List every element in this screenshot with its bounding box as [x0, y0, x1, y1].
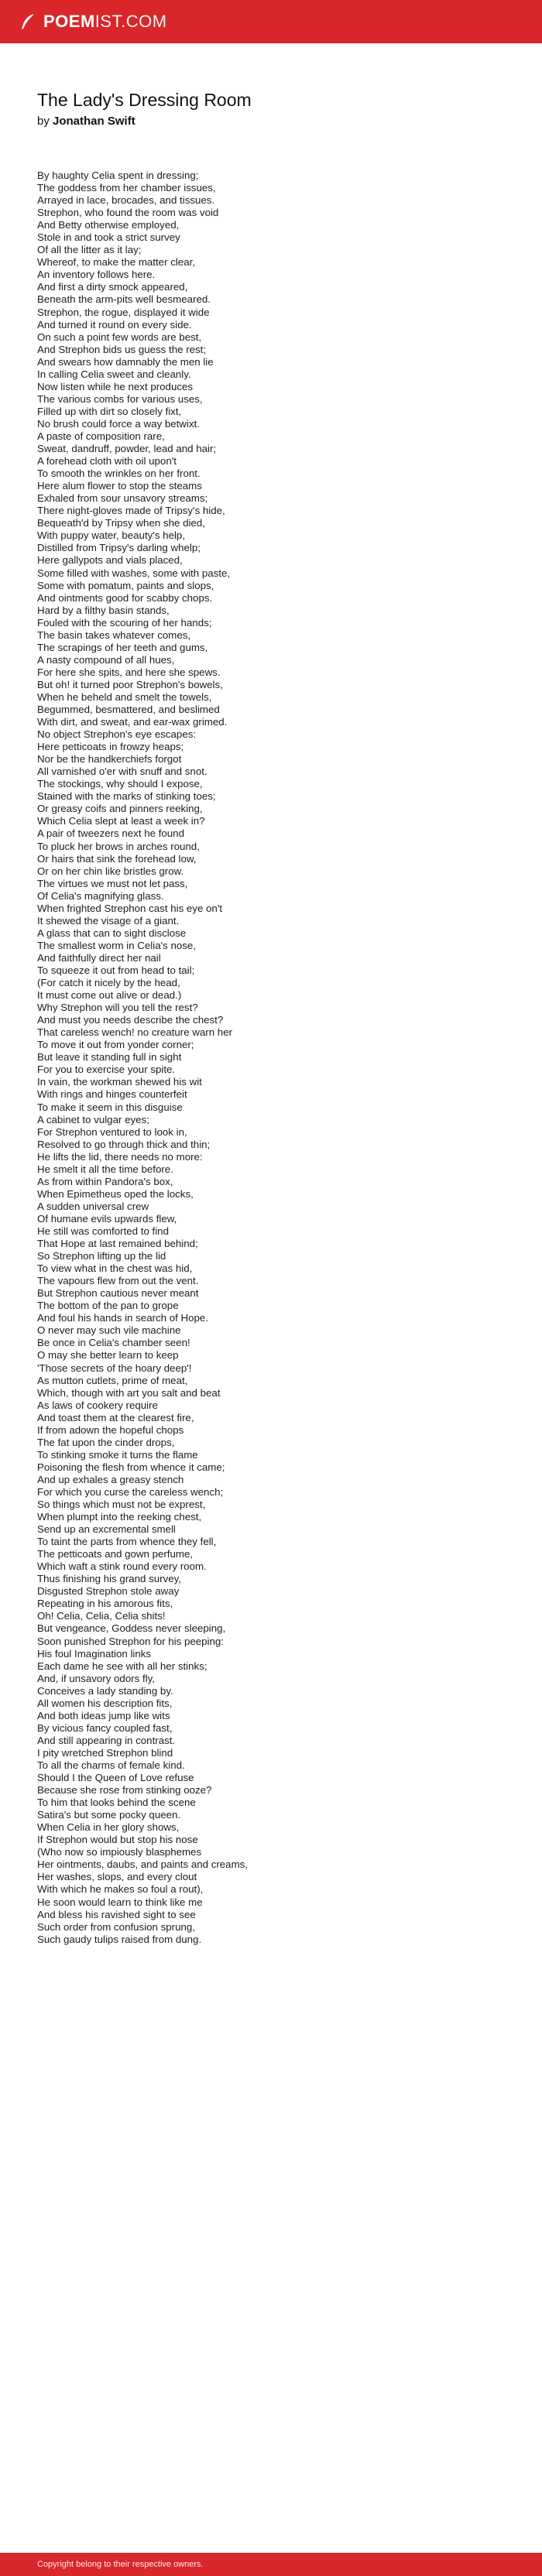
poem-line: The vapours flew from out the vent. — [37, 1275, 199, 1287]
poem-line: Resolved to go through thick and thin; — [37, 1138, 211, 1150]
poem-line: Strephon, who found the room was void — [37, 207, 219, 219]
poem-line: To view what in the chest was hid, — [37, 1262, 193, 1275]
poem-line: And swears how damnably the men lie — [37, 355, 214, 368]
poem-line: As laws of cookery require — [37, 1399, 158, 1411]
poem-line: A glass that can to sight disclose — [37, 927, 187, 939]
poem-line: As mutton cutlets, prime of meat, — [37, 1374, 188, 1386]
poem-line: To squeeze it out from head to tail; — [37, 964, 195, 976]
poem-line: Why Strephon will you tell the rest? — [37, 1002, 198, 1014]
poem-byline — [37, 115, 136, 128]
poem-line: And Betty otherwise employed, — [37, 219, 180, 231]
poem-line: Bequeath'd by Tripsy when she died, — [37, 517, 205, 529]
poem-line: And bless his ravished sight to see — [37, 1908, 196, 1920]
poem-line: To all the charms of female kind. — [37, 1759, 185, 1771]
poem-line: When plumpt into the reeking chest, — [37, 1511, 202, 1523]
poem-line: He lifts the lid, there needs no more: — [37, 1150, 203, 1163]
brand-name-bold: POEM — [43, 12, 95, 31]
poem-line: And still appearing in contrast. — [37, 1734, 176, 1746]
poem-line: An inventory follows here. — [37, 269, 156, 281]
poem-line: Her washes, slops, and every clout — [37, 1871, 197, 1883]
poem-line: Sweat, dandruff, powder, lead and hair; — [37, 443, 217, 455]
poem-line: Such gaudy tulips raised from dung. — [37, 1933, 202, 1945]
poem-line: Because she rose from stinking ooze? — [37, 1784, 212, 1797]
poem-line: With which he makes so foul a rout), — [37, 1883, 204, 1896]
poem-line: If from adown the hopeful chops — [37, 1423, 184, 1436]
poem-line: Which Celia slept at least a week in? — [37, 815, 205, 827]
poem-line: All varnished o'er with snuff and snot. — [37, 766, 208, 778]
poem-title: The Lady's Dressing Room — [37, 90, 252, 110]
poem-line: It must come out alive or dead.) — [37, 989, 182, 1002]
poem-line: To move it out from yonder corner; — [37, 1039, 194, 1051]
poem-line: And toast them at the clearest fire, — [37, 1411, 194, 1423]
poem-line: The various combs for various uses, — [37, 392, 203, 405]
poem-line: When he beheld and smelt the towels, — [37, 690, 212, 703]
poem-line: A sudden universal crew — [37, 1200, 149, 1212]
poem-line: The scrapings of her teeth and gums, — [37, 641, 208, 653]
poem-line: Oh! Celia, Celia, Celia shits! — [37, 1610, 166, 1622]
poem-line: And faithfully direct her nail — [37, 951, 161, 964]
poem-line: (Who now so impiously blasphemes — [37, 1846, 202, 1858]
poem-line: That careless wench! no creature warn her — [37, 1026, 233, 1039]
poem-line: And first a dirty smock appeared, — [37, 281, 188, 293]
poem-body — [37, 170, 517, 1946]
poem-line: Some with pomatum, paints and slops, — [37, 579, 214, 591]
poem-line: Now listen while he next produces — [37, 380, 194, 392]
poem-line: No object Strephon's eye escapes: — [37, 728, 197, 741]
poem-line: The petticoats and gown perfume, — [37, 1548, 194, 1560]
poem-line: 'Those secrets of the hoary deep'! — [37, 1362, 192, 1374]
poem-line: All women his description fits, — [37, 1697, 173, 1709]
poem-line: Satira's but some pocky queen. — [37, 1809, 181, 1821]
poem-line: Send up an excremental smell — [37, 1523, 176, 1536]
site-footer — [0, 2553, 542, 2576]
poem-line: Beneath the arm-pits well besmeared. — [37, 293, 211, 306]
poem-line: By haughty Celia spent in dressing; — [37, 170, 199, 181]
poem-line: O may she better learn to keep — [37, 1349, 179, 1362]
poem-line: Here gallypots and vials placed, — [37, 554, 183, 567]
poem-line: To taint the parts from whence they fell, — [37, 1536, 217, 1548]
byline-prefix: by — [37, 115, 50, 128]
poem-line: No brush could force a way betwixt. — [37, 417, 200, 430]
poem-line: And, if unsavory odors fly, — [37, 1672, 155, 1684]
poem-line: Stained with the marks of stinking toes; — [37, 790, 216, 803]
poem-line: The fat upon the cinder drops, — [37, 1436, 175, 1448]
brand-name — [43, 12, 167, 32]
poem-line: The basin takes whatever comes, — [37, 629, 191, 641]
poem-line: Hard by a filthy basin stands, — [37, 604, 170, 616]
poem-line: Of humane evils upwards flew, — [37, 1212, 177, 1225]
poem-line: Filled up with dirt so closely fixt, — [37, 405, 182, 417]
poem-line: Thus finishing his grand survey, — [37, 1573, 182, 1585]
poem-line: In calling Celia sweet and cleanly. — [37, 368, 191, 380]
copyright-notice: Copyright belong to their respective owners. — [37, 2560, 204, 2569]
poem-line: (For catch it nicely by the head, — [37, 977, 180, 989]
poem-line: The smallest worm in Celia's nose, — [37, 939, 197, 951]
poem-line: Each dame he see with all her stinks; — [37, 1660, 208, 1672]
poem-line: Some filled with washes, some with paste, — [37, 567, 231, 579]
site-logo[interactable] — [19, 12, 167, 32]
poem-line: Be once in Celia's chamber seen! — [37, 1337, 190, 1349]
poem-line: There night-gloves made of Tripsy's hide, — [37, 505, 225, 517]
poem-line: But oh! it turned poor Strephon's bowels, — [37, 678, 223, 690]
poem-line: But leave it standing full in sight — [37, 1051, 182, 1064]
poem-line: Distilled from Tripsy's darling whelp; — [37, 542, 201, 554]
poem-line: With dirt, and sweat, and ear-wax grimed. — [37, 716, 228, 728]
poem-line: A pair of tweezers next he found — [37, 827, 184, 840]
poem-line: With puppy water, beauty's help, — [37, 529, 186, 542]
poem-line: O never may such vile machine — [37, 1324, 181, 1337]
poem-line: The stockings, why should I expose, — [37, 778, 203, 790]
poem-line: I pity wretched Strephon blind — [37, 1746, 173, 1759]
poem-line: Stole in and took a strict survey — [37, 231, 180, 244]
poem-line: Arrayed in lace, brocades, and tissues. — [37, 194, 215, 207]
poem-line: And Strephon bids us guess the rest; — [37, 343, 207, 355]
poem-line: Soon punished Strephon for his peeping: — [37, 1635, 224, 1647]
poem-line: Or hairs that sink the forehead low, — [37, 852, 197, 865]
poem-line: Fouled with the scouring of her hands; — [37, 616, 212, 629]
poem-line: Here alum flower to stop the steams — [37, 480, 202, 492]
poem-line: Such order from confusion sprung, — [37, 1920, 195, 1933]
poem-line: Poisoning the flesh from whence it came; — [37, 1461, 225, 1473]
poem-line: For here she spits, and here she spews. — [37, 666, 221, 678]
poem-line: Repeating in his amorous fits, — [37, 1598, 173, 1610]
poem-line: A cabinet to vulgar eyes; — [37, 1113, 149, 1125]
poem-line: But Strephon cautious never meant — [37, 1287, 199, 1300]
poem-line: The bottom of the pan to grope — [37, 1300, 179, 1312]
poem-line: Which, though with art you salt and beat — [37, 1386, 221, 1399]
poem-line: So things which must not be exprest, — [37, 1499, 206, 1511]
poem-line: His foul Imagination links — [37, 1647, 152, 1660]
poem-line: He still was comforted to find — [37, 1225, 169, 1237]
poem-line: And ointments good for scabby chops. — [37, 591, 213, 604]
poem-line: And must you needs describe the chest? — [37, 1014, 224, 1026]
poem-line: He smelt it all the time before. — [37, 1163, 173, 1175]
poem-line: Should I the Queen of Love refuse — [37, 1772, 194, 1784]
poem-line: And up exhales a greasy stench — [37, 1473, 184, 1485]
poem-line: So Strephon lifting up the lid — [37, 1250, 166, 1262]
poem-line: Or on her chin like bristles grow. — [37, 865, 184, 877]
poem-line: For which you curse the careless wench; — [37, 1485, 224, 1498]
poem-line: Whereof, to make the matter clear, — [37, 256, 195, 269]
poem-line: Her ointments, daubs, and paints and creams, — [37, 1858, 248, 1871]
poem-line: Begummed, besmattered, and beslimed — [37, 704, 220, 716]
poem-line: When Epimetheus oped the locks, — [37, 1187, 194, 1200]
poem-line: And foul his hands in search of Hope. — [37, 1312, 209, 1324]
poem-line: To stinking smoke it turns the flame — [37, 1448, 198, 1461]
poem-line: For Strephon ventured to look in, — [37, 1125, 187, 1138]
poem-line: Exhaled from sour unsavory streams; — [37, 492, 208, 505]
poem-line: If Strephon would but stop his nose — [37, 1834, 198, 1846]
poem-line: And both ideas jump like wits — [37, 1709, 170, 1721]
poem-line: Nor be the handkerchiefs forgot — [37, 753, 182, 766]
poem-line: To make it seem in this disguise — [37, 1101, 183, 1113]
poem-line: In vain, the workman shewed his wit — [37, 1076, 202, 1088]
poem-line: As from within Pandora's box, — [37, 1175, 173, 1187]
poem-line: To smooth the wrinkles on her front. — [37, 468, 201, 480]
poem-line: It shewed the visage of a giant. — [37, 914, 180, 927]
poem-line: On such a point few words are best, — [37, 331, 202, 343]
poem-line: A paste of composition rare, — [37, 430, 165, 442]
brand-name-thin: IST.COM — [94, 12, 167, 31]
poem-line: Disgusted Strephon stole away — [37, 1585, 180, 1598]
poem-line: But vengeance, Goddess never sleeping, — [37, 1622, 226, 1635]
poem-line: To him that looks behind the scene — [37, 1797, 196, 1809]
poem-line: Which waft a stink round every room. — [37, 1560, 207, 1573]
poem-line: Of all the litter as it lay; — [37, 244, 142, 256]
poem-line: To pluck her brows in arches round, — [37, 840, 200, 852]
poem-line: When Celia in her glory shows, — [37, 1821, 180, 1834]
quill-pen-icon — [19, 12, 37, 31]
poem-line: For you to exercise your spite. — [37, 1064, 176, 1076]
poem-line: Here petticoats in frowzy heaps; — [37, 741, 184, 753]
poem-line: Conceives a lady standing by. — [37, 1684, 173, 1697]
poem-line: When frighted Strephon cast his eye on't — [37, 902, 223, 914]
poem-line: With rings and hinges counterfeit — [37, 1088, 187, 1101]
poem-line: And turned it round on every side. — [37, 318, 192, 331]
author-link[interactable]: Jonathan Swift — [53, 115, 136, 128]
poem-line: By vicious fancy coupled fast, — [37, 1721, 173, 1734]
poem-line: He soon would learn to think like me — [37, 1896, 203, 1908]
poem-line: Of Celia's magnifying glass. — [37, 889, 164, 902]
poem-line: The virtues we must not let pass, — [37, 877, 188, 889]
poem-line: That Hope at last remained behind; — [37, 1238, 198, 1250]
poem-line: The goddess from her chamber issues, — [37, 182, 216, 194]
site-header — [0, 0, 542, 43]
poem-line: A nasty compound of all hues, — [37, 653, 175, 666]
poem-line: Or greasy coifs and pinners reeking, — [37, 803, 203, 815]
poem-line: A forehead cloth with oil upon't — [37, 455, 177, 468]
poem-line: Strephon, the rogue, displayed it wide — [37, 306, 210, 318]
